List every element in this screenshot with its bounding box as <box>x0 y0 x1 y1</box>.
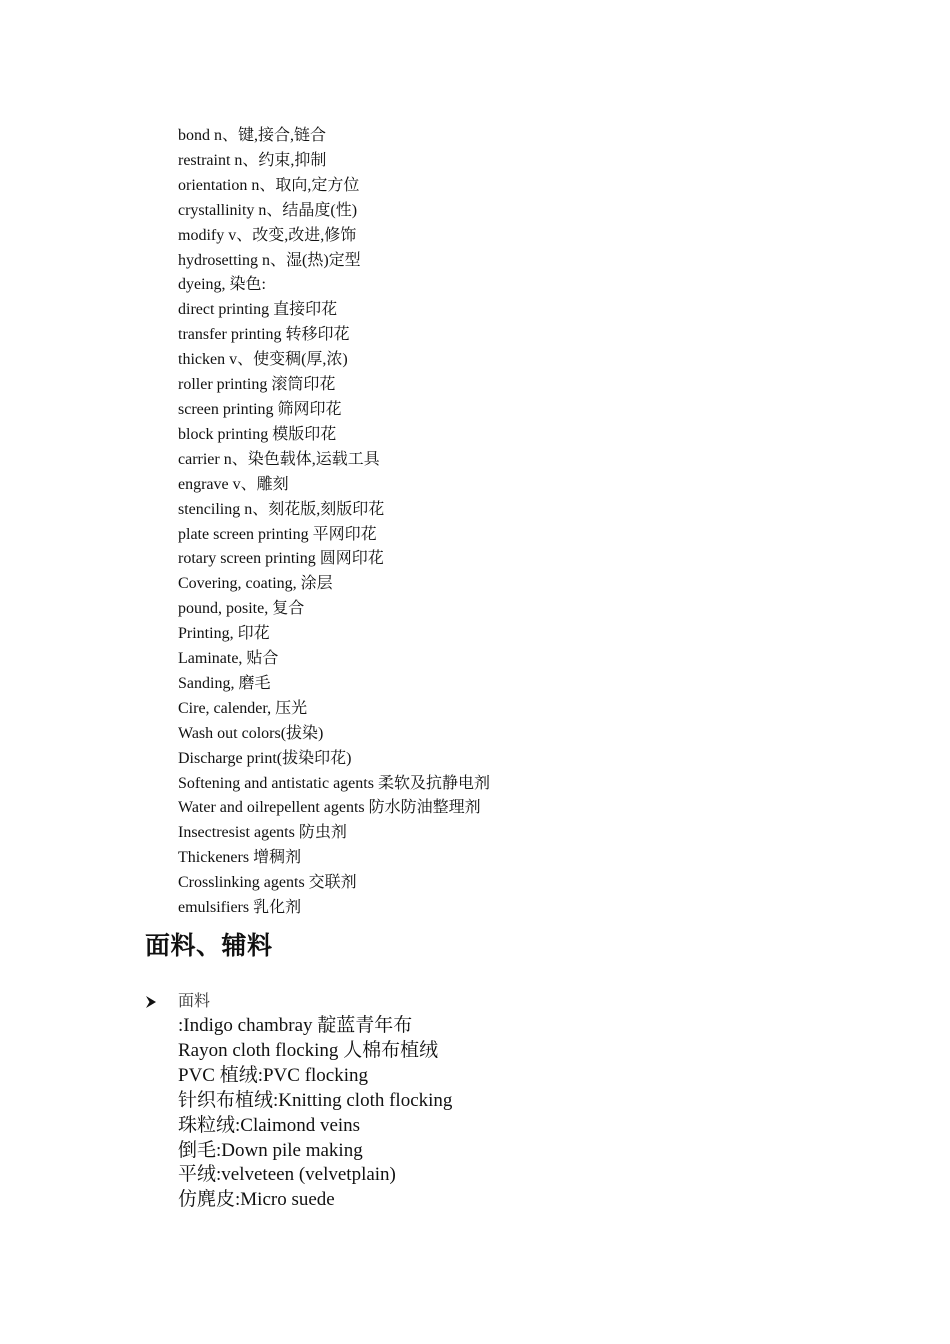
bullet-item <box>145 990 210 1014</box>
glossary-item: crystallinity n、结晶度(性) <box>178 201 358 219</box>
glossary-item: Laminate, 贴合 <box>178 650 279 668</box>
glossary-item: transfer printing 转移印花 <box>178 326 350 344</box>
glossary-item: orientation n、取向,定方位 <box>178 176 360 194</box>
fabric-item: 仿麂皮:Micro suede <box>178 1189 335 1211</box>
fabric-item: 平绒:velveteen (velvetplain) <box>178 1164 396 1186</box>
glossary-item: Printing, 印花 <box>178 625 270 643</box>
glossary-item: Insectresist agents 防虫剂 <box>178 824 347 842</box>
arrowhead-bullet-icon <box>145 995 157 1009</box>
glossary-item: Discharge print(拔染印花) <box>178 749 352 767</box>
glossary-item: Crosslinking agents 交联剂 <box>178 874 357 892</box>
glossary-item: Thickeners 增稠剂 <box>178 849 302 867</box>
glossary-item: Cire, calender, 压光 <box>178 699 308 717</box>
glossary-item: dyeing, 染色: <box>178 276 266 294</box>
fabric-item: :Indigo chambray 靛蓝青年布 <box>178 1015 413 1036</box>
glossary-item: direct printing 直接印花 <box>178 301 338 319</box>
glossary-item: Wash out colors(拔染) <box>178 724 324 742</box>
glossary-item: modify v、改变,改进,修饰 <box>178 226 357 244</box>
glossary-item: stenciling n、刻花版,刻版印花 <box>178 500 385 518</box>
glossary-item: hydrosetting n、湿(热)定型 <box>178 251 361 269</box>
glossary-item: Water and oilrepellent agents 防水防油整理剂 <box>178 799 481 817</box>
glossary-item: pound, posite, 复合 <box>178 600 305 618</box>
glossary-list <box>178 124 490 921</box>
glossary-item: Covering, coating, 涂层 <box>178 575 333 593</box>
fabric-item: 针织布植绒:Knitting cloth flocking <box>178 1089 453 1111</box>
glossary-item: Softening and antistatic agents 柔软及抗静电剂 <box>178 774 490 792</box>
glossary-item: engrave v、雕刻 <box>178 475 289 493</box>
glossary-item: Sanding, 磨毛 <box>178 674 271 692</box>
glossary-item: block printing 模版印花 <box>178 425 337 443</box>
bullet-label: 面料 <box>178 993 211 1010</box>
glossary-item: restraint n、约束,抑制 <box>178 151 327 169</box>
glossary-item: roller printing 滚筒印花 <box>178 376 336 394</box>
glossary-item: plate screen printing 平网印花 <box>178 525 377 543</box>
glossary-item: emulsifiers 乳化剂 <box>178 899 302 917</box>
fabric-list <box>178 1014 452 1213</box>
glossary-item: rotary screen printing 圆网印花 <box>178 550 384 568</box>
glossary-item: carrier n、染色载体,运载工具 <box>178 450 380 468</box>
fabric-item: 珠粒绒:Claimond veins <box>178 1114 361 1136</box>
glossary-item: thicken v、使变稠(厚,浓) <box>178 351 348 369</box>
glossary-item: screen printing 筛网印花 <box>178 400 342 418</box>
fabric-item: 倒毛:Down pile making <box>178 1139 363 1161</box>
section-heading: 面料、辅料 <box>145 931 273 960</box>
fabric-item: Rayon cloth flocking 人棉布植绒 <box>178 1039 439 1061</box>
fabric-item: PVC 植绒:PVC flocking <box>178 1064 369 1086</box>
glossary-item: bond n、键,接合,链合 <box>178 127 327 144</box>
